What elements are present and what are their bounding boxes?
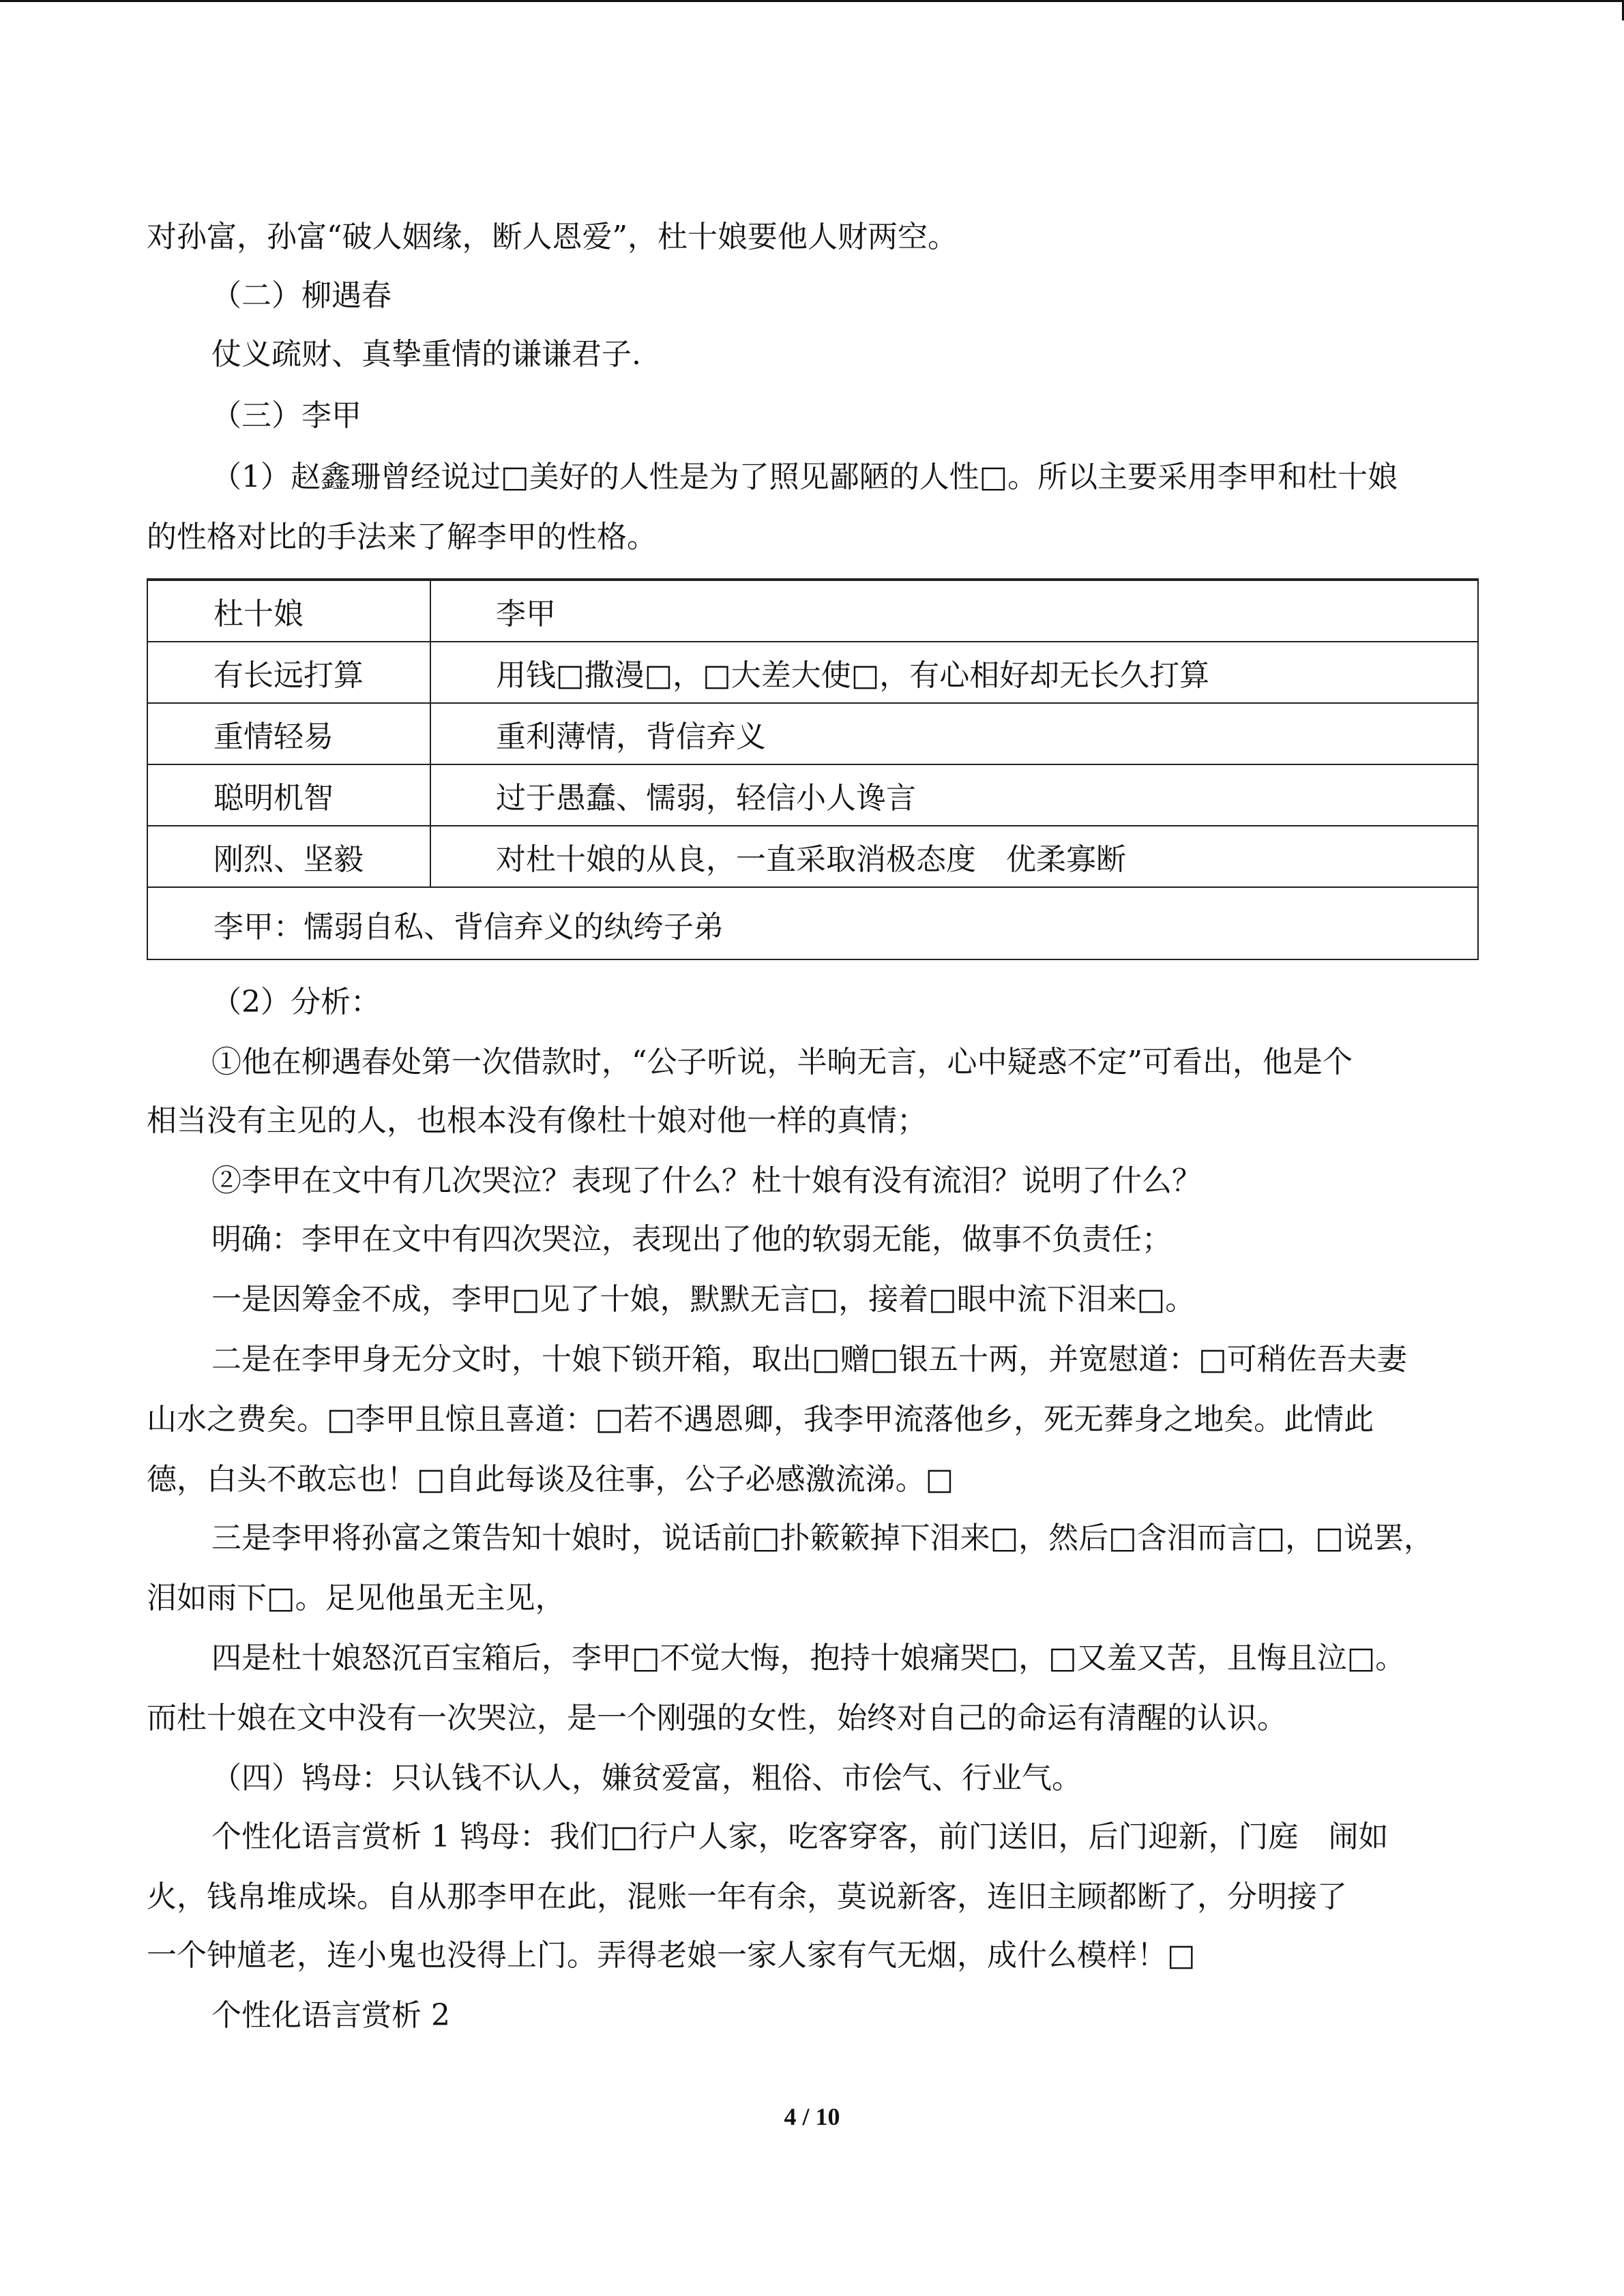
table-row [148,764,1477,825]
paragraph-line: 个性化语言赏析 2 [211,1998,450,2033]
table-header-row [148,580,1477,641]
table-row [148,825,1477,886]
table-summary: 李甲：懦弱自私、背信弃义的纨绔子弟 [213,910,724,944]
table-cell: 重利薄情，背信弃义 [496,719,766,754]
paragraph-line: 四是杜十娘怒沉百宝箱后，李甲□不觉大悔，抱持十娘痛哭□，□又羞又苦，且悔且泣□。 [211,1641,1406,1675]
paragraph-line: 明确：李甲在文中有四次哭泣，表现出了他的软弱无能，做事不负责任； [211,1222,1172,1257]
paragraph-line: 而杜十娘在文中没有一次哭泣，是一个刚强的女性，始终对自己的命运有清醒的认识。 [147,1701,1287,1735]
section-heading: （二）柳遇春 [211,278,392,313]
table-cell: 重情轻易 [213,719,334,754]
table-cell: 刚烈、坚毅 [213,842,364,877]
paragraph-line: 泪如雨下□。足见他虽无主见， [147,1581,565,1615]
table-cell: 杜十娘 [213,597,304,631]
comparison-table [147,578,1479,960]
table-row [148,702,1477,764]
paragraph-line: 山水之费矣。□李甲且惊且喜道：□若不遇恩卿，我李甲流落他乡，死无葬身之地矣。此情此 [147,1402,1374,1437]
paragraph-line: 三是李甲将孙富之策告知十娘时，说话前□扑簌簌掉下泪来□，然后□含泪而言□，□说罢， [211,1521,1434,1555]
paragraph-line: 一个钟馗老，连小鬼也没得上门。弄得老娘一家人家有气无烟，成什么模样！□ [147,1938,1196,1973]
paragraph-line: 相当没有主见的人，也根本没有像杜十娘对他一样的真情； [147,1103,927,1138]
table-summary-row [148,886,1477,960]
paragraph-line: 二是在李甲身无分文时，十娘下锁开箱，取出□赠□银五十两，并宽慰道：□可稍佐吾夫妻 [211,1342,1407,1377]
page-number: 4 / 10 [784,2103,840,2130]
section-heading: （2）分析： [211,985,381,1019]
paragraph-line: （1）赵鑫珊曾经说过□美好的人性是为了照见鄙陋的人性□。所以主要采用李甲和杜十娘 [211,460,1398,494]
table-row [148,641,1477,702]
table-cell: 有长远打算 [213,658,364,693]
paragraph-line: 德，白头不敢忘也！□自此每谈及往事，公子必感激流涕。□ [147,1462,954,1497]
section-heading: （三）李甲 [211,398,361,433]
paragraph-line: 仗义疏财、真挚重情的谦谦君子. [211,337,641,372]
table-cell: 用钱□撒漫□，□大差大使□，有心相好却无长久打算 [496,658,1210,693]
paragraph-line: 的性格对比的手法来了解李甲的性格。 [147,520,657,554]
table-cell: 聪明机智 [213,781,334,816]
table-cell: 过于愚蠢、懦弱，轻信小人谗言 [496,781,916,816]
section-heading: （四）鸨母：只认钱不认人，嫌贫爱富，粗俗、市侩气、行业气。 [211,1761,1082,1795]
paragraph-line: 火，钱帛堆成垛。自从那李甲在此，混账一年有余，莫说新客，连旧主顾都断了，分明接了 [147,1879,1347,1914]
paragraph-line: ①他在柳遇春处第一次借款时，“公子听说，半晌无言，心中疑惑不定”可看出，他是个 [211,1045,1353,1079]
paragraph-line: 一是因筹金不成，李甲□见了十娘，默默无言□，接着□眼中流下泪来□。 [211,1282,1196,1317]
table-cell: 对杜十娘的从良，一直采取消极态度 优柔寡断 [496,842,1126,877]
paragraph-line: 个性化语言赏析 1 鸨母：我们□行户人家，吃客穿客，前门送旧，后门迎新，门庭 闹如 [211,1819,1389,1854]
paragraph-line: 对孙富，孙富“破人姻缘，断人恩爱”，杜十娘要他人财两空。 [147,220,958,254]
table-cell: 李甲 [496,597,556,631]
top-border [0,0,1624,2]
paragraph-line: ②李甲在文中有几次哭泣？表现了什么？杜十娘有没有流泪？说明了什么？ [211,1163,1202,1198]
